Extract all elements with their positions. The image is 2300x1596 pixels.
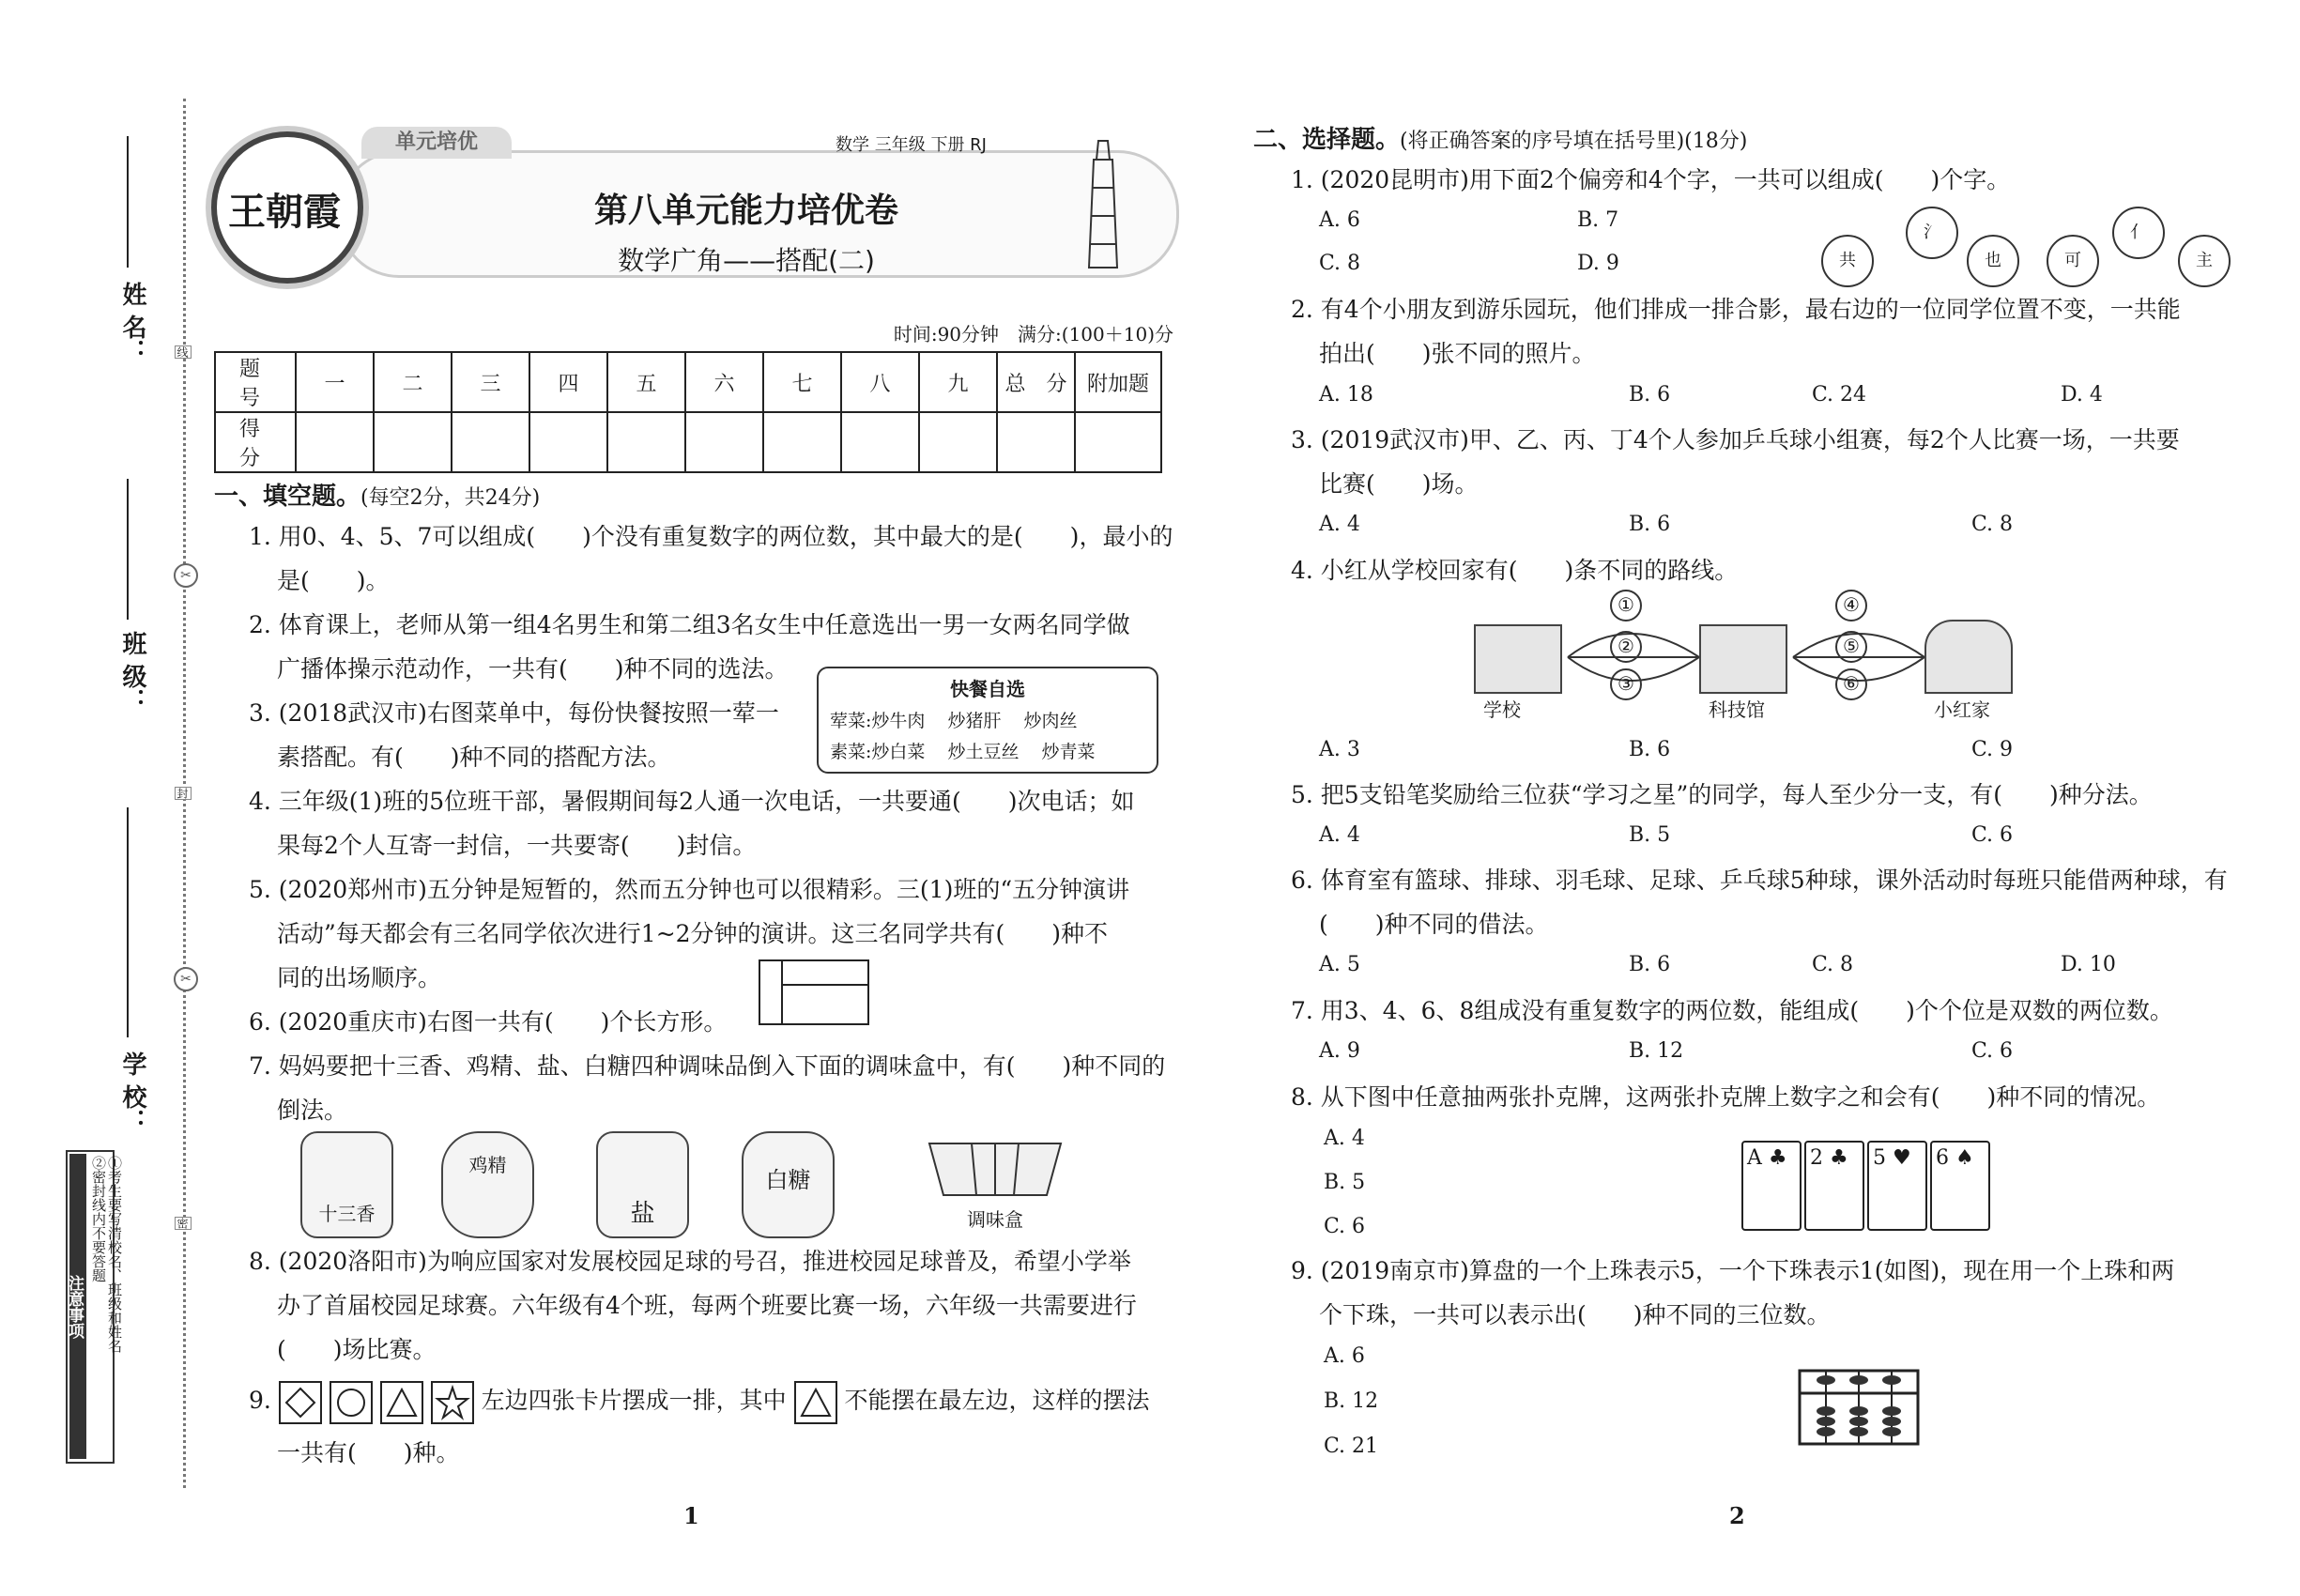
question-text: 左边四张卡片摆成一排，其中 bbox=[481, 1387, 787, 1414]
option[interactable]: A. 4 bbox=[1319, 513, 1360, 536]
section-title bbox=[1253, 120, 1747, 155]
question: 4. 三年级(1)班的5位班干部，暑假期间每2人通一次电话，一共要通( )次电话；如 bbox=[249, 788, 1135, 815]
question: 8. 从下图中任意抽两张扑克牌，这两张扑克牌上数字之和会有( )种不同的情况。 bbox=[1291, 1083, 2161, 1111]
option[interactable]: A. 6 bbox=[1319, 208, 1360, 232]
option[interactable]: A. 9 bbox=[1319, 1039, 1360, 1063]
option[interactable]: B. 7 bbox=[1577, 208, 1619, 232]
score-cell[interactable] bbox=[763, 412, 841, 472]
score-cell[interactable] bbox=[1075, 412, 1161, 472]
question: 2. 有4个小朋友到游乐园玩，他们排成一排合影，最右边的一位同学位置不变，一共能 bbox=[1291, 296, 2181, 323]
table-cell: 三 bbox=[452, 352, 529, 412]
score-cell[interactable] bbox=[374, 412, 452, 472]
table-cell: 得 分 bbox=[215, 412, 296, 472]
route-label: ③ bbox=[1610, 668, 1642, 700]
question: 个下珠，一共可以表示出( )种不同的三位数。 bbox=[1319, 1301, 1831, 1328]
flower-card: 可 bbox=[2047, 235, 2099, 287]
table-cell: 一 bbox=[296, 352, 374, 412]
flower-card: 亻 bbox=[2112, 207, 2165, 259]
option[interactable]: C. 9 bbox=[1971, 738, 2014, 761]
menu-meat: 荤菜:炒牛肉 炒猪肝 炒肉丝 bbox=[830, 711, 1078, 731]
place-label: 学校 bbox=[1483, 698, 1521, 721]
question: 同的出场顺序。 bbox=[277, 964, 442, 991]
question: 倒法。 bbox=[277, 1097, 348, 1124]
question: 拍出( )张不同的照片。 bbox=[1319, 340, 1596, 367]
option[interactable]: B. 6 bbox=[1629, 953, 1671, 976]
seal-tag: 密 bbox=[175, 1217, 192, 1230]
scissor-icon: ✂ bbox=[174, 967, 198, 991]
notice-items bbox=[90, 1156, 122, 1353]
score-cell[interactable] bbox=[296, 412, 374, 472]
seasoning-jar bbox=[596, 1131, 689, 1238]
page-number: 2 bbox=[1729, 1502, 1745, 1529]
class-label: 班 级： bbox=[118, 631, 146, 714]
question: 4. 小红从学校回家有( )条不同的路线。 bbox=[1291, 557, 1739, 584]
question: 7. 妈妈要把十三香、鸡精、盐、白糖四种调味品倒入下面的调味盒中，有( )种不同的 bbox=[249, 1052, 1166, 1080]
playing-card bbox=[1741, 1141, 1802, 1231]
question: 一共有( )种。 bbox=[277, 1439, 460, 1466]
table-cell: 七 bbox=[763, 352, 841, 412]
school-field[interactable] bbox=[127, 807, 129, 1037]
route-label: ⑥ bbox=[1835, 668, 1867, 700]
question: 果每2个人互寄一封信，一共要寄( )封信。 bbox=[277, 832, 757, 859]
question: 2. 体育课上，老师从第一组4名男生和第二组3名女生中任意选出一男一女两名同学做 bbox=[249, 611, 1130, 638]
option[interactable]: B. 6 bbox=[1629, 513, 1671, 536]
name-label: 姓 名： bbox=[118, 282, 146, 364]
playing-card bbox=[1930, 1141, 1990, 1231]
flower-card: 主 bbox=[2178, 235, 2231, 287]
question: 3. (2018武汉市)右图菜单中，每份快餐按照一荤一 bbox=[249, 699, 779, 727]
menu-veg: 素菜:炒白菜 炒土豆丝 炒青菜 bbox=[830, 742, 1096, 762]
table-cell: 六 bbox=[685, 352, 763, 412]
option[interactable]: C. 6 bbox=[1971, 1039, 2014, 1063]
logo bbox=[211, 131, 363, 284]
question: 是( )。 bbox=[277, 567, 390, 594]
star-card-icon bbox=[431, 1381, 474, 1424]
page-number: 1 bbox=[683, 1502, 699, 1529]
route-label: ⑤ bbox=[1835, 631, 1867, 663]
seasoning-jar bbox=[742, 1131, 835, 1238]
triangle-card-icon bbox=[794, 1381, 837, 1424]
table-row bbox=[215, 412, 1161, 472]
question: ( )场比赛。 bbox=[277, 1336, 437, 1363]
table-cell: 总 分 bbox=[997, 352, 1075, 412]
school-label: 学 校： bbox=[118, 1051, 146, 1134]
page-title: 第八单元能力培优卷 bbox=[593, 192, 898, 230]
section-title bbox=[214, 477, 540, 512]
score-cell[interactable] bbox=[997, 412, 1075, 472]
section-note: (将正确答案的序号填在括号里)(18分) bbox=[1400, 130, 1748, 153]
option[interactable]: A. 4 bbox=[1324, 1127, 1365, 1150]
triangle-card-icon bbox=[380, 1381, 423, 1424]
playing-card bbox=[1867, 1141, 1927, 1231]
question-number: 9. bbox=[249, 1387, 271, 1414]
route-label: ② bbox=[1610, 631, 1642, 663]
table-cell: 四 bbox=[529, 352, 607, 412]
school-icon bbox=[1474, 624, 1562, 694]
flower-card: 共 bbox=[1821, 235, 1874, 287]
question: 办了首届校园足球赛。六年级有4个班，每两个班要比赛一场，六年级一共需要进行 bbox=[277, 1292, 1137, 1319]
diamond-card-icon bbox=[279, 1381, 322, 1424]
question: 广播体操示范动作，一共有( )种不同的选法。 bbox=[277, 655, 789, 683]
card-face: A ♣ bbox=[1747, 1146, 1787, 1170]
notice-box bbox=[65, 1150, 123, 1464]
page-subtitle: 数学广角——搭配(二) bbox=[618, 245, 875, 276]
question: 6. (2020重庆市)右图一共有( )个长方形。 bbox=[249, 1008, 728, 1036]
option[interactable]: D. 4 bbox=[2061, 383, 2103, 407]
menu-card bbox=[817, 667, 1158, 774]
table-row bbox=[215, 352, 1161, 412]
score-table bbox=[214, 351, 1162, 473]
option[interactable]: A. 6 bbox=[1324, 1344, 1365, 1368]
option[interactable]: B. 5 bbox=[1629, 823, 1671, 847]
seasoning-label: 十三香 bbox=[318, 1203, 376, 1225]
card-face: 5 ♥ bbox=[1873, 1146, 1911, 1170]
menu-title: 快餐自选 bbox=[950, 678, 1025, 700]
seasoning-label: 白糖 bbox=[765, 1167, 811, 1193]
subject-line: 数学 三年级 下册 RJ bbox=[836, 135, 987, 155]
scissor-icon: ✂ bbox=[174, 563, 198, 588]
seasoning-jar bbox=[300, 1131, 393, 1238]
question: 活动”每天都会有三名同学依次进行1~2分钟的演讲。这三名同学共有( )种不 bbox=[277, 920, 1109, 947]
option[interactable]: A. 5 bbox=[1319, 953, 1360, 976]
option[interactable]: B. 12 bbox=[1629, 1039, 1684, 1063]
logo-text: 王朝霞 bbox=[228, 190, 341, 234]
option[interactable]: D. 10 bbox=[2061, 953, 2116, 976]
card-face: 6 ♠ bbox=[1936, 1146, 1974, 1170]
score-cell[interactable] bbox=[529, 412, 607, 472]
question: 8. (2020洛阳市)为响应国家对发展校园足球的号召，推进校园足球普及，希望小学举 bbox=[249, 1248, 1131, 1275]
option[interactable]: A. 4 bbox=[1319, 823, 1360, 847]
option[interactable]: C. 6 bbox=[1324, 1215, 1366, 1238]
score-cell[interactable] bbox=[685, 412, 763, 472]
table-cell: 二 bbox=[374, 352, 452, 412]
question: 5. 把5支铅笔奖励给三位获“学习之星”的同学，每人至少分一支，有( )种分法。 bbox=[1291, 781, 2153, 808]
seal-tag: 线 bbox=[175, 345, 192, 359]
option[interactable]: C. 8 bbox=[1319, 252, 1361, 275]
option[interactable]: C. 8 bbox=[1971, 513, 2014, 536]
question-text: 不能摆在最左边，这样的摆法 bbox=[844, 1387, 1150, 1414]
brand-tab: 单元培优 bbox=[361, 127, 512, 159]
section-title-text: 一、填空题。 bbox=[214, 483, 361, 511]
option[interactable]: B. 6 bbox=[1629, 738, 1671, 761]
notice-item: ②密封线内不要答题 bbox=[90, 1156, 107, 1282]
option[interactable]: C. 6 bbox=[1971, 823, 2014, 847]
card-face: 2 ♣ bbox=[1810, 1146, 1848, 1170]
option[interactable]: B. 12 bbox=[1324, 1389, 1379, 1413]
option[interactable]: D. 9 bbox=[1577, 252, 1619, 275]
playing-card bbox=[1804, 1141, 1864, 1231]
route-label: ① bbox=[1610, 590, 1642, 622]
circle-card-icon bbox=[330, 1381, 373, 1424]
notice-item: ①考生要写清校名、班级和姓名 bbox=[106, 1156, 123, 1353]
question: 9. (2019南京市)算盘的一个上珠表示5，一个下珠表示1(如图)，现在用一个上珠和两 bbox=[1291, 1257, 2175, 1284]
option[interactable]: A. 3 bbox=[1319, 738, 1360, 761]
option[interactable]: C. 8 bbox=[1812, 953, 1854, 976]
place-label: 小红家 bbox=[1934, 698, 1990, 721]
option[interactable]: A. 18 bbox=[1319, 383, 1373, 407]
seasoning-label: 鸡精 bbox=[468, 1154, 507, 1176]
option[interactable]: B. 5 bbox=[1324, 1171, 1366, 1194]
class-field[interactable] bbox=[127, 479, 129, 620]
question: 1. (2020昆明市)用下面2个偏旁和4个字，一共可以组成( )个字。 bbox=[1291, 166, 2011, 193]
score-cell[interactable] bbox=[919, 412, 997, 472]
table-cell: 九 bbox=[919, 352, 997, 412]
section-title-text: 二、选择题。 bbox=[1253, 126, 1401, 154]
section-note: (每空2分，共24分) bbox=[360, 486, 541, 510]
seal-tag: 封 bbox=[175, 787, 192, 800]
score-cell[interactable] bbox=[841, 412, 919, 472]
flower-card: 也 bbox=[1967, 235, 2019, 287]
rectangle-figure bbox=[759, 959, 869, 1025]
route-label: ④ bbox=[1835, 590, 1867, 622]
question: 3. (2019武汉市)甲、乙、丙、丁4个人参加乒乓球小组赛，每2个人比赛一场，一共要 bbox=[1291, 426, 2180, 453]
seasoning-box-icon bbox=[925, 1134, 1066, 1200]
seasoning-jar bbox=[441, 1131, 534, 1238]
table-cell: 五 bbox=[607, 352, 685, 412]
question: 1. 用0、4、5、7可以组成( )个没有重复数字的两位数，其中最大的是( )，最小的 bbox=[249, 523, 1173, 550]
flower-card: 氵 bbox=[1906, 207, 1958, 259]
question: 7. 用3、4、6、8组成没有重复数字的两位数，能组成( )个个位是双数的两位数。 bbox=[1291, 997, 2173, 1024]
table-cell: 八 bbox=[841, 352, 919, 412]
question: 素搭配。有( )种不同的搭配方法。 bbox=[277, 744, 671, 771]
seasoning-label: 盐 bbox=[630, 1200, 655, 1228]
place-label: 科技馆 bbox=[1709, 698, 1765, 721]
table-cell: 题 号 bbox=[215, 352, 296, 412]
notice-title: 注意事项 bbox=[69, 1154, 86, 1459]
score-cell[interactable] bbox=[607, 412, 685, 472]
table-cell: 附加题 bbox=[1075, 352, 1161, 412]
abacus-icon bbox=[1798, 1369, 1920, 1446]
option[interactable]: C. 24 bbox=[1812, 383, 1867, 407]
question: 比赛( )场。 bbox=[1319, 470, 1479, 498]
score-cell[interactable] bbox=[452, 412, 529, 472]
option[interactable]: C. 21 bbox=[1324, 1435, 1379, 1458]
question: 6. 体育室有篮球、排球、羽毛球、足球、乒乓球5种球，课外活动时每班只能借两种球，有 bbox=[1291, 867, 2228, 894]
box-label: 调味盒 bbox=[967, 1208, 1023, 1231]
option[interactable]: B. 6 bbox=[1629, 383, 1671, 407]
exam-meta: 时间:90分钟 满分:(100＋10)分 bbox=[893, 323, 1173, 345]
question: ( )种不同的借法。 bbox=[1319, 911, 1549, 938]
name-field[interactable] bbox=[127, 136, 129, 268]
question bbox=[249, 1378, 1150, 1424]
question: 5. (2020郑州市)五分钟是短暂的，然而五分钟也可以很精彩。三(1)班的“五分钟演讲 bbox=[249, 876, 1130, 903]
